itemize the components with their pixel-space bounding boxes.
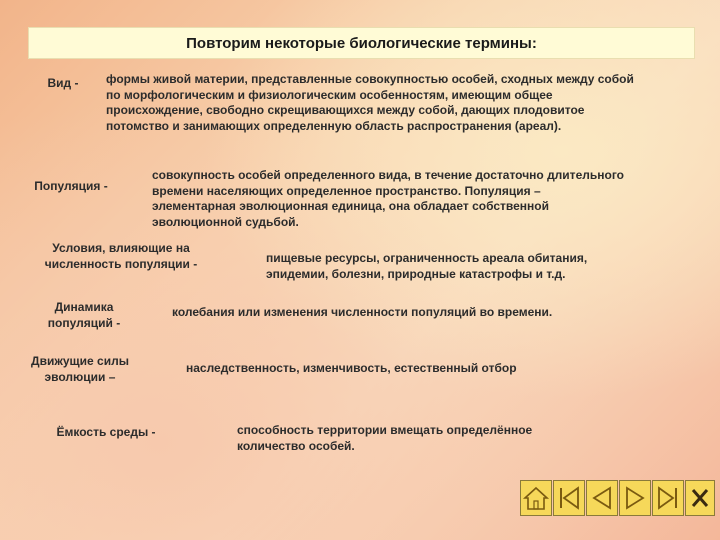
next-slide-icon — [620, 481, 650, 515]
page-title: Повторим некоторые биологические термины: — [28, 27, 695, 59]
home-icon — [521, 481, 551, 515]
home-button[interactable] — [520, 480, 552, 516]
previous-slide-icon — [587, 481, 617, 515]
definition-vid: формы живой материи, представленные совокупностью особей, сходных между собой по морфологическим и физиологическим особенностям, имеющим общее происхождение, свободно скрещивающихся между собой, дающих плодовитое потомство и занимающих определенную область распространения (ареал). — [106, 72, 634, 133]
definition-conditions: пищевые ресурсы, ограниченность ареала обитания, эпидемии, болезни, природные катастрофы и т.д. — [266, 251, 588, 281]
last-slide-icon — [653, 481, 683, 515]
definition-dynamics: колебания или изменения численности популяций во времени. — [172, 305, 553, 319]
term-capacity: Ёмкость среды - — [56, 425, 156, 439]
close-button[interactable] — [685, 480, 715, 516]
next-slide-button[interactable] — [619, 480, 651, 516]
definition-driving-forces: наследственность, изменчивость, естественный отбор — [186, 361, 517, 375]
term-vid: Вид - — [47, 76, 79, 90]
term-driving-forces: Движущие силы эволюции – — [31, 354, 129, 384]
definition-population: совокупность особей определенного вида, в течение достаточно длительного времени населяющих определенное пространство. Популяция – элементарная эволюционная единица, она обладает собственной эволюционной судьбой. — [152, 168, 624, 229]
term-population: Популяция - — [34, 179, 108, 193]
previous-slide-button[interactable] — [586, 480, 618, 516]
first-slide-icon — [554, 481, 584, 515]
definition-capacity: способность территории вмещать определённое количество особей. — [237, 423, 533, 453]
close-icon — [686, 481, 714, 515]
first-slide-button[interactable] — [553, 480, 585, 516]
term-conditions: Условия, влияющие на численность популяции - — [44, 241, 198, 271]
term-dynamics: Динамика популяций - — [47, 300, 121, 330]
last-slide-button[interactable] — [652, 480, 684, 516]
